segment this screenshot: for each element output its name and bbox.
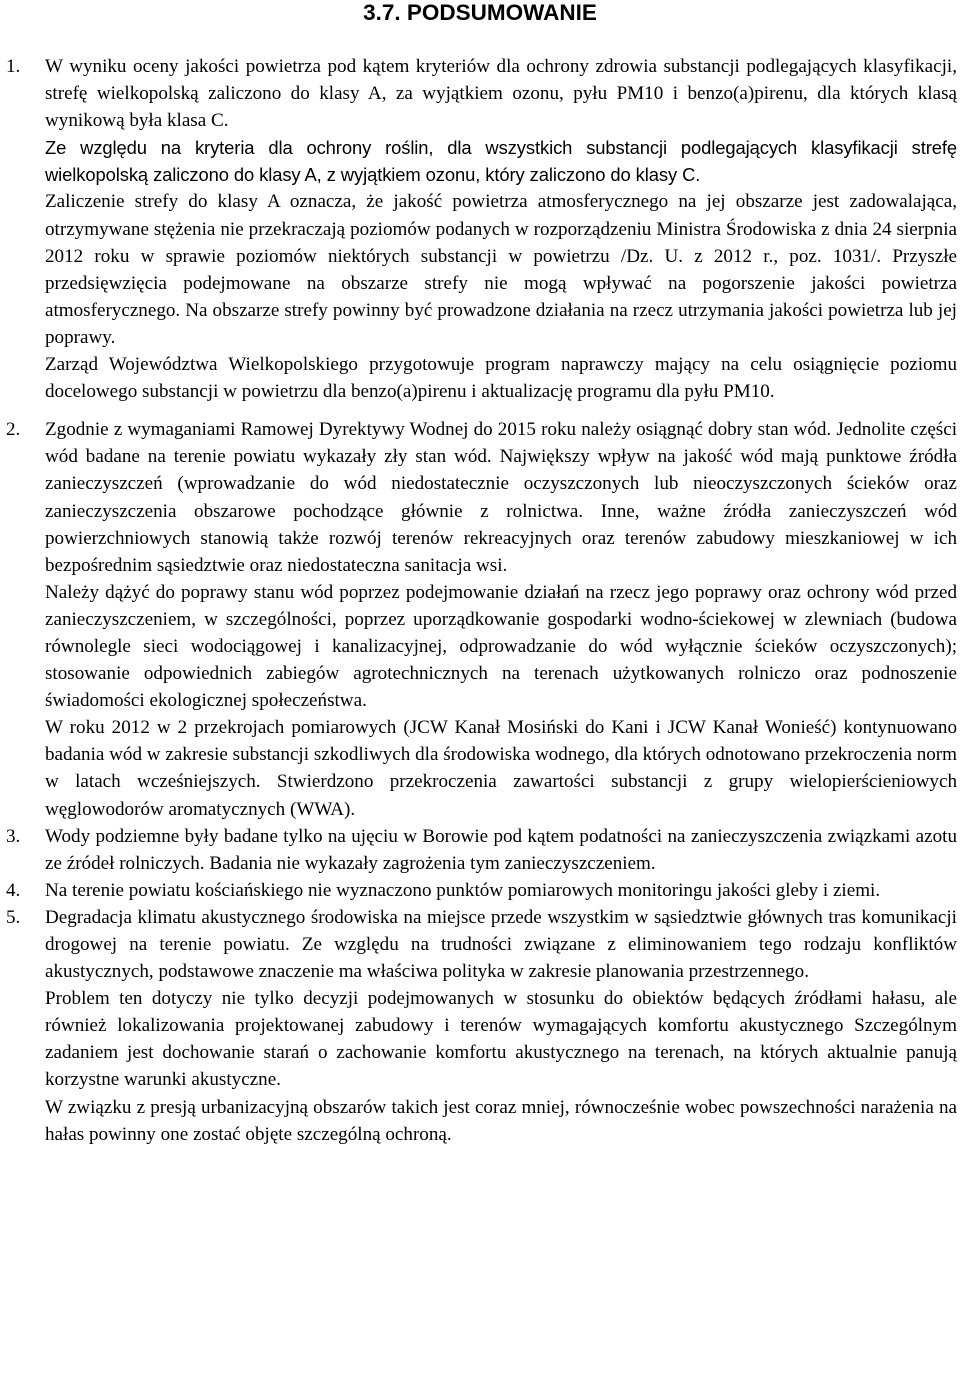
- list-item: [0, 416, 960, 822]
- summary-list: [0, 53, 960, 1148]
- item-number: 3.: [6, 825, 21, 847]
- paragraph: W związku z presją urbanizacyjną obszarów takich jest coraz mniej, równocześnie wobec powszechności narażenia na hałas powinny one zostać objęte szczególną ochroną.: [45, 1096, 957, 1145]
- list-item: [0, 53, 960, 405]
- item-number: 4.: [6, 879, 21, 901]
- list-item: [0, 877, 960, 904]
- paragraph: W wyniku oceny jakości powietrza pod kątem kryteriów dla ochrony zdrowia substancji podlegających klasyfikacji, strefę wielkopolską zaliczono do klasy A, za wyjątkiem ozonu, pyłu PM10 i benzo(a)pirenu, dla których klasą wynikową była klasa C.: [45, 56, 957, 132]
- paragraph: Problem ten dotyczy nie tylko decyzji podejmowanych w stosunku do obiektów będących źródłami hałasu, ale również lokalizowania projektowanej zabudowy i terenów wymagających komfortu akustycznego Szczególnym zadaniem jest dochowanie starań o zachowanie komfortu akustycznego na terenach, na których aktualnie panują korzystne warunki akustyczne.: [45, 988, 957, 1091]
- paragraph: Ze względu na kryteria dla ochrony roślin, dla wszystkich substancji podlegających klasyfikacji strefę wielkopolską zaliczono do klasy A, z wyjątkiem ozonu, który zaliczono do klasy C.: [45, 137, 957, 186]
- paragraph: Zgodnie z wymaganiami Ramowej Dyrektywy Wodnej do 2015 roku należy osiągnąć dobry stan wód. Jednolite części wód badane na terenie powiatu wykazały zły stan wód. Największy wpływ na jakość wód mają punktowe źródła zanieczyszczeń (wprowadzanie do wód niedostatecznie oczyszczonych lub nieoczyszczonych ścieków oraz zanieczyszczenia obszarowe pochodzące głównie z rolnictwa. Inne, ważne źródła zanieczyszczeń wód powierzchniowych stanowią także rozwój terenów rekreacyjnych oraz terenów zabudowy mieszkaniowej w ich bezpośrednim sąsiedztwie oraz niedostateczna sanitacja wsi.: [45, 419, 957, 576]
- paragraph: Zarząd Województwa Wielkopolskiego przygotowuje program naprawczy mający na celu osiągnięcie poziomu docelowego substancji w powietrzu dla benzo(a)pirenu i aktualizację programu dla pyłu PM10.: [45, 354, 957, 403]
- item-number: 2.: [6, 419, 21, 441]
- paragraph: Na terenie powiatu kościańskiego nie wyznaczono punktów pomiarowych monitoringu jakości gleby i ziemi.: [45, 879, 881, 901]
- item-number: 5.: [6, 906, 21, 928]
- paragraph: Wody podziemne były badane tylko na ujęciu w Borowie pod kątem podatności na zanieczyszczenia związkami azotu ze źródeł rolniczych. Badania nie wykazały zagrożenia tym zanieczyszczeniem.: [45, 825, 957, 874]
- paragraph: Degradacja klimatu akustycznego środowiska na miejsce przede wszystkim w sąsiedztwie głównych tras komunikacji drogowej na terenie powiatu. Ze względu na trudności związane z eliminowaniem tego rodzaju konfliktów akustycznych, podstawowe znaczenie ma właściwa polityka w zakresie planowania przestrzennego.: [45, 906, 957, 983]
- list-item: [0, 823, 960, 877]
- list-item: [0, 904, 960, 1148]
- paragraph: Zaliczenie strefy do klasy A oznacza, że jakość powietrza atmosferycznego na jej obszarze jest zadowalająca, otrzymywane stężenia nie przekraczają poziomów podanych w rozporządzeniu Ministra Środowiska z dnia 24 sierpnia 2012 roku w sprawie poziomów niektórych substancji w powietrzu /Dz. U. z 2012 r., poz. 1031/. Przyszłe przedsięwzięcia podejmowane na obszarze strefy nie mogą wpływać na pogorszenie jakości powietrza atmosferycznego. Na obszarze strefy powinny być prowadzone działania na rzecz utrzymania jakości powietrza lub jej poprawy.: [45, 191, 957, 348]
- paragraph: W roku 2012 w 2 przekrojach pomiarowych (JCW Kanał Mosiński do Kani i JCW Kanał Wonieść) kontynuowano badania wód w zakresie substancji szkodliwych dla środowiska wodnego, dla których odnotowano przekroczenia norm w latach wcześniejszych. Stwierdzono przekroczenia zawartości substancji z grupy wielopierścieniowych węglowodorów aromatycznych (WWA).: [45, 717, 957, 820]
- item-number: 1.: [6, 56, 21, 77]
- section-heading: 3.7. PODSUMOWANIE: [363, 0, 597, 25]
- paragraph: Należy dążyć do poprawy stanu wód poprzez podejmowanie działań na rzecz jego poprawy oraz ochrony wód przed zanieczyszczeniem, w szczególności, poprzez uporządkowanie gospodarki wodno-ściekowej w zlewniach (budowa równolegle sieci wodociągowej i kanalizacyjnej, odprowadzanie do wód wyłącznie ścieków oczyszczonych); stosowanie odpowiednich zabiegów agrotechnicznych na terenach użytkowanych rolniczo oraz podnoszenie świadomości ekologicznej społeczeństwa.: [45, 581, 957, 712]
